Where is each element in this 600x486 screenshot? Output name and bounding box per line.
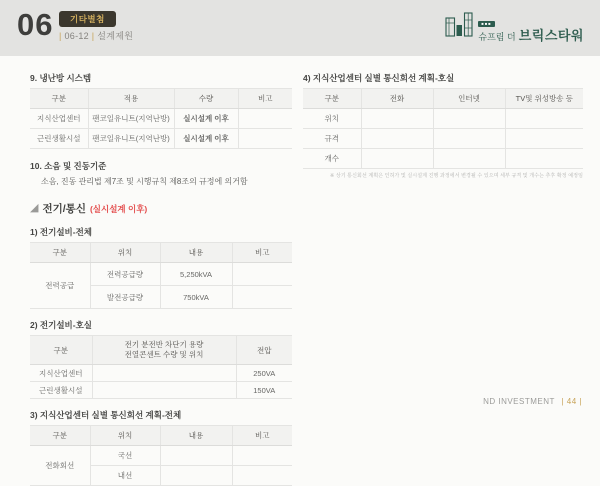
table-cell: 실시설계 이후 <box>174 129 238 149</box>
table-row <box>30 365 292 382</box>
table-cell <box>433 109 505 129</box>
sub-1-title: 1) 전기설비-전체 <box>30 227 93 237</box>
table-header-row <box>30 426 292 446</box>
left-column <box>30 72 292 486</box>
table-cell <box>160 446 232 466</box>
col-header: 구분 <box>30 243 90 263</box>
table-row <box>30 382 292 399</box>
company-name: ND INVESTMENT <box>483 397 555 406</box>
table-header-row <box>30 243 292 263</box>
table-cell <box>92 365 236 382</box>
table-row <box>30 129 292 149</box>
electric-room-table <box>30 335 292 399</box>
table-cell <box>232 466 292 486</box>
table-cell <box>433 149 505 169</box>
table-cell: 지식산업센터 <box>30 109 88 129</box>
col-header: 내용 <box>160 243 232 263</box>
col-header: 전화 <box>361 89 433 109</box>
sub-2-title: 2) 전기설비-호실 <box>30 320 93 330</box>
table-header-row <box>30 89 292 109</box>
table-row <box>303 109 583 129</box>
page-header <box>0 0 600 56</box>
table-row <box>303 129 583 149</box>
telecom-room-table <box>303 88 583 169</box>
table-cell <box>92 382 236 399</box>
col-header: 전압 <box>236 336 292 365</box>
logo-name-light: 슈프림 더 <box>478 32 516 42</box>
sub-title: 설계제원 <box>97 31 134 41</box>
page-indicator: | 44 | <box>561 397 582 406</box>
table-cell <box>238 109 292 129</box>
logo-badge: ■■■ <box>478 21 494 27</box>
col-header: 구분 <box>303 89 361 109</box>
group-cell: 전력공급 <box>30 263 90 309</box>
col-header: 인터넷 <box>433 89 505 109</box>
table-cell: 실시설계 이후 <box>174 109 238 129</box>
col-header-line: 전기 분전반 차단기 용량 <box>124 340 204 349</box>
col-header <box>92 336 236 365</box>
brand-logo <box>445 11 584 42</box>
table-cell: 근린생활시설 <box>30 382 92 399</box>
col-header: 위치 <box>90 426 160 446</box>
table-cell: 750kVA <box>160 286 232 309</box>
table-row <box>30 109 292 129</box>
hvac-table <box>30 88 292 149</box>
table-cell: 전력공급량 <box>90 263 160 286</box>
table-cell: 개수 <box>303 149 361 169</box>
table-cell <box>361 149 433 169</box>
table-cell: 지식산업센터 <box>30 365 92 382</box>
col-header: 구분 <box>30 426 90 446</box>
section-10-title: 10. 소음 및 진동기준 <box>30 161 107 171</box>
section-4-title: 4) 지식산업센터 실별 통신회선 계획-호실 <box>303 73 455 83</box>
table-cell <box>232 263 292 286</box>
section-9-title: 9. 냉난방 시스템 <box>30 73 92 83</box>
table-cell: 근린생활시설 <box>30 129 88 149</box>
logo-text <box>478 21 584 42</box>
table-cell: 내선 <box>90 466 160 486</box>
table-cell: 규격 <box>303 129 361 149</box>
table-cell <box>361 129 433 149</box>
col-header: TV및 위성방송 등 <box>505 89 583 109</box>
table-cell <box>505 149 583 169</box>
table-cell <box>361 109 433 129</box>
telecom-total-table <box>30 425 292 486</box>
triangle-icon: ◢ <box>30 202 39 214</box>
electric-comm-heading <box>30 201 292 216</box>
divider: | <box>91 31 95 41</box>
heading-note: (실시설계 이후) <box>89 203 148 214</box>
table-footnote: ※ 상기 통신회선 계획은 인허가 및 실시설계 진행 과정에서 변경될 수 있으며 세부 규격 및 개수는 추후 확정 예정임 <box>330 173 583 179</box>
col-header: 비고 <box>232 426 292 446</box>
col-header: 비고 <box>238 89 292 109</box>
col-header: 수량 <box>174 89 238 109</box>
table-header-row <box>30 336 292 365</box>
col-header: 위치 <box>90 243 160 263</box>
table-row <box>30 446 292 466</box>
breadcrumb <box>59 29 133 42</box>
group-cell: 전화회선 <box>30 446 90 486</box>
electric-supply-table <box>30 242 292 309</box>
section-10-body: 소음, 진동 관리법 제7조 및 시행규칙 제8조의 규정에 의거함 <box>41 177 248 186</box>
col-header: 내용 <box>160 426 232 446</box>
table-cell: 팬코일유니트(지역난방) <box>88 129 174 149</box>
heading-title: 전기/통신 <box>42 203 86 215</box>
table-cell <box>238 129 292 149</box>
divider: | <box>59 31 62 41</box>
table-cell: 국선 <box>90 446 160 466</box>
table-cell: 150VA <box>236 382 292 399</box>
page-footer <box>483 397 582 406</box>
table-cell <box>505 109 583 129</box>
table-cell <box>505 129 583 149</box>
table-cell <box>433 129 505 149</box>
building-icon <box>445 11 473 42</box>
sub-code: 06-12 <box>64 31 89 41</box>
section-badge: 기타별첨 <box>59 11 116 27</box>
table-cell: 5,250kVA <box>160 263 232 286</box>
sub-3-title: 3) 지식산업센터 실별 통신회선 계획-전체 <box>30 410 182 421</box>
table-cell: 250VA <box>236 365 292 382</box>
col-header: 비고 <box>232 243 292 263</box>
table-cell <box>232 446 292 466</box>
col-header: 구분 <box>30 336 92 365</box>
table-header-row <box>303 89 583 109</box>
page-number: 06 <box>17 7 54 42</box>
right-column <box>303 72 583 179</box>
table-cell <box>160 466 232 486</box>
table-row <box>30 263 292 286</box>
col-header-line: 전열콘센트 수량 및 위치 <box>124 350 204 360</box>
table-cell: 발전공급량 <box>90 286 160 309</box>
table-cell: 위치 <box>303 109 361 129</box>
col-header: 적용 <box>88 89 174 109</box>
table-row <box>303 149 583 169</box>
table-cell: 팬코일유니트(지역난방) <box>88 109 174 129</box>
col-header: 구분 <box>30 89 88 109</box>
table-cell <box>232 286 292 309</box>
logo-name-bold: 브릭스타워 <box>518 28 584 43</box>
